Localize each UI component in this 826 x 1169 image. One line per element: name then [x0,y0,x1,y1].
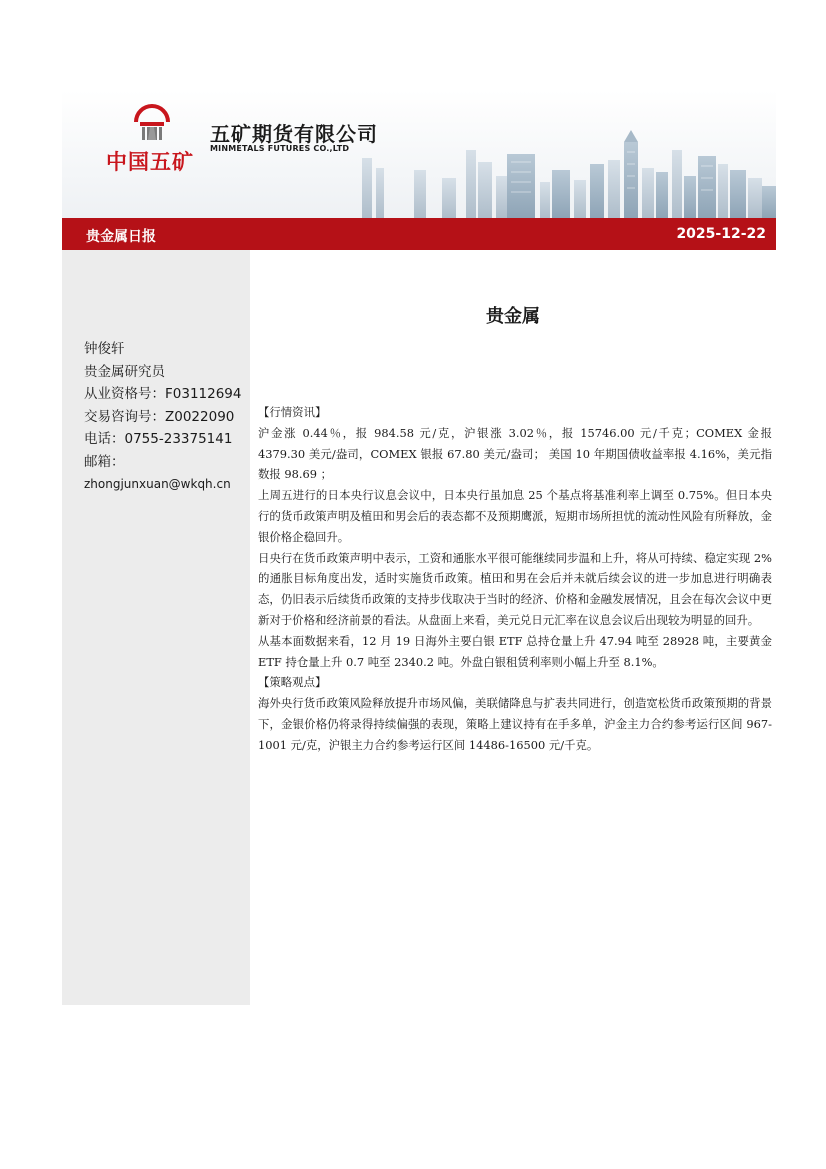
minmetals-logo-icon [132,102,172,142]
report-body [258,402,772,756]
page-title: 贵金属 [486,306,540,327]
report-date: 2025-12-22 [676,226,766,242]
company-name-cn: 五矿期货有限公司 [210,122,378,146]
section-heading-market: 【行情资讯】 [258,405,327,419]
report-title-bar [62,218,776,250]
author-qualification: 从业资格号：F03112694 [84,386,242,402]
author-consult-number: 交易咨询号：Z0022090 [84,408,235,425]
author-sidebar [62,250,250,1005]
company-name-en: MINMETALS FUTURES CO.,LTD [210,144,350,153]
author-email-label: 邮箱： [84,453,125,470]
paragraph-boj-meeting: 上周五进行的日本央行议息会议中，日本央行虽加息 25 个基点将基准利率上调至 0.75%。但日本央行的货币政策声明及植田和男会后的表态都不及预期鹰派，短期市场所担忧的流动性风险有所释放，金银价格企稳回升。 [258,488,772,544]
report-type: 贵金属日报 [86,229,156,245]
section-heading-strategy: 【策略观点】 [258,675,327,690]
paragraph-market-prices: 沪金涨 0.44％，报 984.58 元/克，沪银涨 3.02％，报 15746.00 元/千克；COMEX 金报 4379.30 美元/盎司，COMEX 银报 67.80 美元/盎司； 美国 10 年期国债收益率报 4.16%，美元指数报 98.69 ； [258,425,772,482]
paragraph-fundamentals: 从基本面数据来看，12 月 19 日海外主要白银 ETF 总持仓量上升 47.94 吨至 28928 吨，主要黄金 ETF 持仓量上升 0.7 吨至 2340.2 吨。外盘白银租赁利率则小幅上升至 8.1%。 [258,633,772,669]
author-name: 钟俊轩 [84,341,125,357]
paragraph-strategy: 海外央行货币政策风险释放提升市场风偏，美联储降息与扩表共同进行，创造宽松货币政策预期的背景下，金银价格仍将录得持续偏强的表现，策略上建议持有在手多单，沪金主力合约参考运行区间 967-1001 元/克，沪银主力合约参考运行区间 14486-16500 元/千克。 [258,696,772,752]
logo-text: 中国五矿 [106,150,194,174]
author-phone: 电话：0755-23375141 [84,431,233,447]
author-title: 贵金属研究员 [84,363,165,380]
paragraph-boj-statement: 日央行在货币政策声明中表示，工资和通胀水平很可能继续同步温和上升，将从可持续、稳定实现 2%的通胀目标角度出发，适时实施货币政策。植田和男在会后并未就后续会议的进一步加息进行明确表态，仍旧表示后续货币政策的支持步伐取决于当时的经济、价格和金融发展情况，且会在每次会议中更新对于价格和经济前景的看法。从盘面上来看，美元兑日元汇率在议息会议后出现较为明显的回升。 [258,550,772,627]
report-header [62,90,776,218]
author-info [84,338,250,496]
author-email[interactable]: zhongjunxuan@wkqh.cn [84,477,231,491]
